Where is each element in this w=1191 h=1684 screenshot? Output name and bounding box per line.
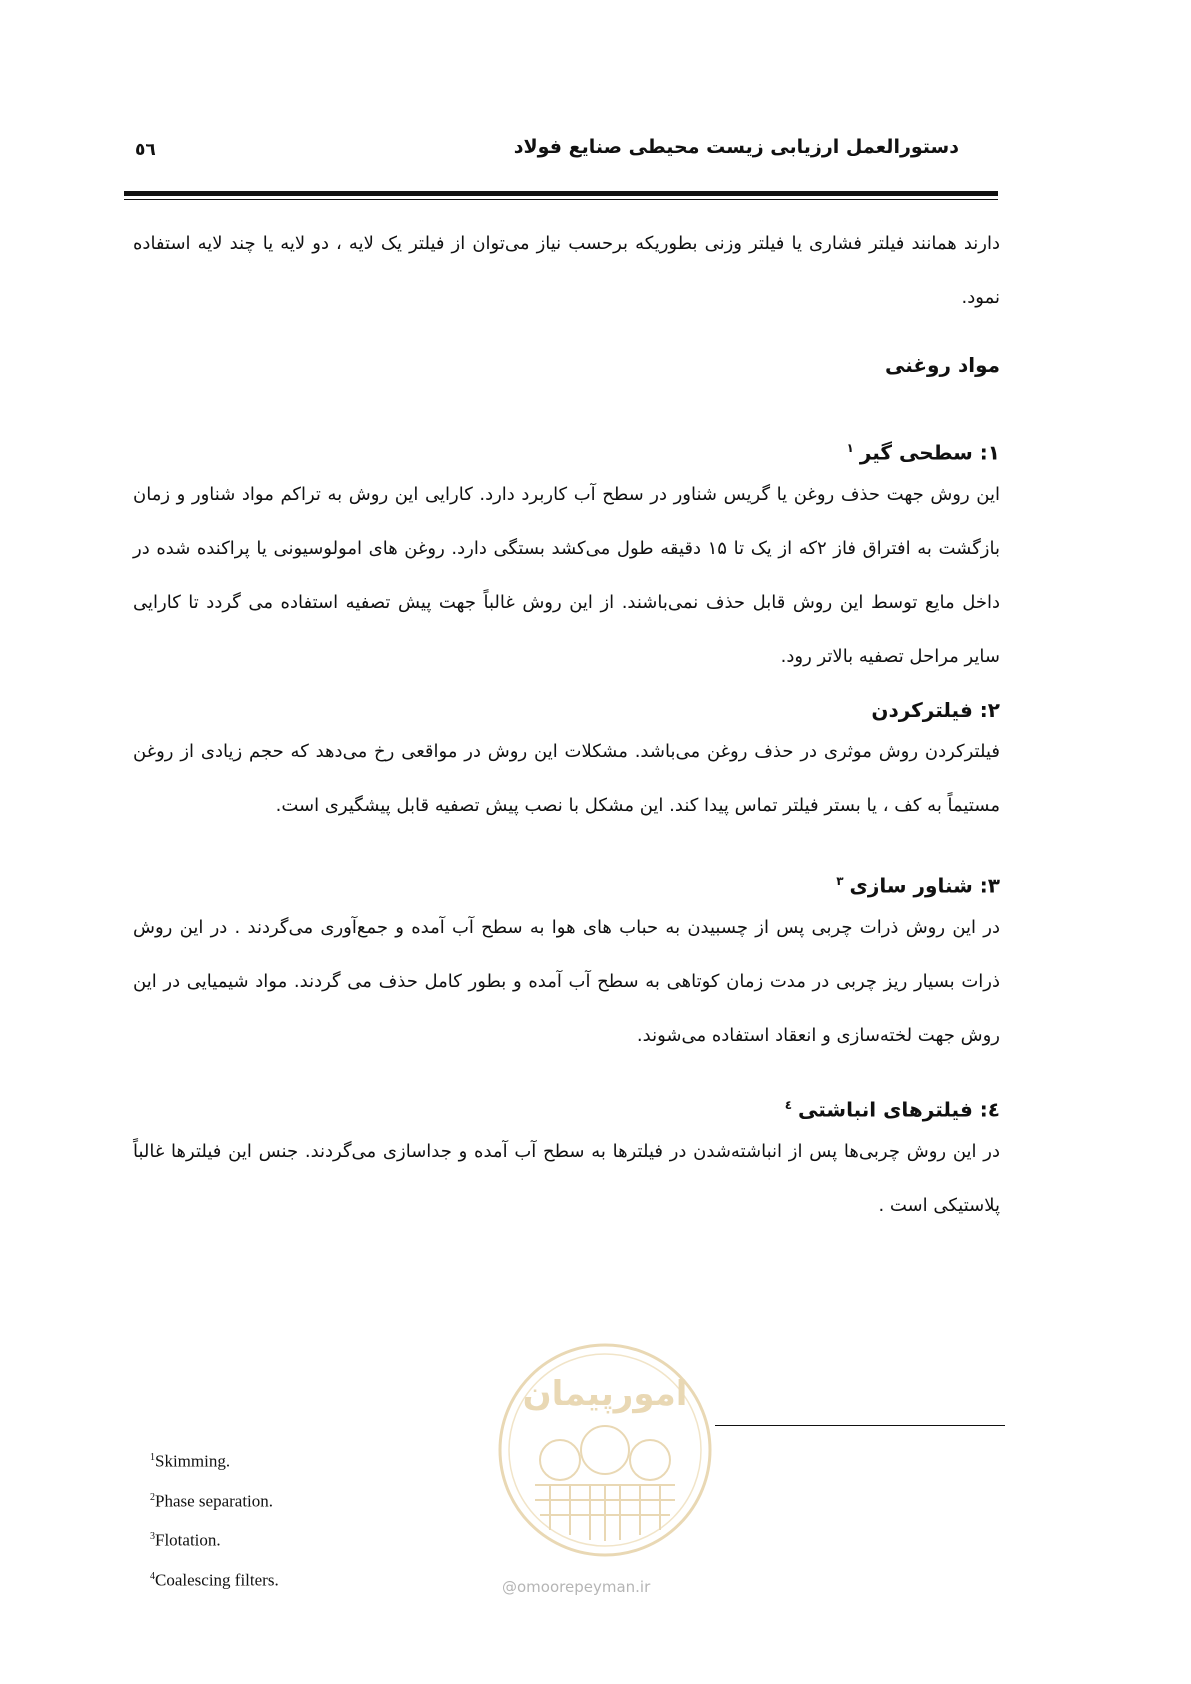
footnote-text: Skimming.	[155, 1451, 231, 1471]
section-4-heading	[133, 1090, 1000, 1125]
section-3-footnote-ref: ۳	[836, 874, 844, 888]
section-4-heading-text: ٤: فیلترهای انباشتی	[798, 1097, 1000, 1122]
section-3-heading	[133, 866, 1000, 901]
section-4-footnote-ref: ٤	[784, 1098, 793, 1112]
section-3	[133, 866, 1000, 1063]
footnote-separator	[715, 1425, 1005, 1426]
section-1	[133, 433, 1000, 684]
footnote-number: 3	[150, 1531, 155, 1543]
footnotes	[150, 1440, 279, 1599]
section-4	[133, 1090, 1000, 1233]
footnote-item	[150, 1519, 279, 1559]
intro-paragraph: دارند همانند فیلتر فشاری یا فیلتر وزنی بطوریکه برحسب نیاز می‌توان از فیلتر یک لایه ، دو لایه یا چند لایه استفاده نمود.	[133, 233, 1000, 308]
footnote-number: 1	[150, 1452, 155, 1463]
running-header-title: دستورالعمل ارزیابی زیست محیطی صنایع فولاد	[513, 136, 959, 158]
section-3-heading-text: ۳: شناور سازی	[849, 873, 1000, 898]
watermark-logo	[490, 1335, 720, 1565]
section-1-heading-text: ۱: سطحی گیر	[859, 440, 1000, 465]
footnote-number: 4	[150, 1570, 155, 1582]
section-title-block	[133, 350, 1000, 380]
watermark-logo-text: امورپیمان	[522, 1374, 688, 1414]
section-1-paragraph: این روش جهت حذف روغن یا گریس شناور در سطح آب کاربرد دارد. کارایی این روش به تراکم مواد شناور و زمان بازگشت به افتراق فاز ۲که از یک تا ۱۵ دقیقه طول می‌کشد بستگی دارد. روغن های امولوسیونی یا پراکنده شده در داخل مایع توسط این روش قابل حذف نمی‌باشند. از این روش غالباً جهت پیش تصفیه استفاده می گردد تا کارایی سایر مراحل تصفیه بالاتر رود.	[133, 483, 1000, 667]
footnote-item	[150, 1440, 279, 1480]
section-1-heading	[133, 433, 1000, 468]
section-4-paragraph: در این روش چربی‌ها پس از انباشته‌شدن در فیلترها به سطح آب آمده و جداسازی می‌گردند. جنس این فیلترها غالباً پلاستیکی است .	[133, 1140, 1000, 1216]
footnote-number: 2	[150, 1491, 155, 1503]
section-2	[133, 695, 1000, 833]
section-2-paragraph: فیلترکردن روش موثری در حذف روغن می‌باشد. مشکلات این روش در مواقعی رخ می‌دهد که حجم زیادی از روغن مستیماً به کف ، یا بستر فیلتر تماس پیدا کند. این مشکل با نصب پیش تصفیه قابل پیشگیری است.	[133, 741, 1000, 816]
footnote-text: Coalescing filters.	[155, 1570, 279, 1590]
footnote-text: Flotation.	[155, 1530, 221, 1550]
section-1-footnote-ref: ۱	[846, 441, 854, 455]
header-rule-thin	[124, 199, 998, 200]
section-2-heading: ۲: فیلترکردن	[871, 698, 1000, 722]
header-rule-thick	[124, 191, 998, 196]
footnote-item	[150, 1559, 279, 1599]
page-number: ٥٦	[135, 140, 156, 160]
footnote-item	[150, 1480, 279, 1520]
section-3-paragraph: در این روش ذرات چربی پس از چسبیدن به حباب های هوا به سطح آب آمده و جمع‌آوری می‌گردند . در این روش ذرات بسیار ریز چربی در مدت زمان کوتاهی به سطح آب آمده و بطور کامل حذف می گردند. مواد شیمیایی در این روش جهت لخته‌سازی و انعقاد استفاده می‌شوند.	[133, 916, 1000, 1046]
intro-block	[133, 217, 1000, 325]
section-title: مواد روغنی	[884, 353, 1000, 377]
watermark-url: @omoorepeyman.ir	[502, 1578, 651, 1596]
footnote-text: Phase separation.	[155, 1491, 274, 1511]
